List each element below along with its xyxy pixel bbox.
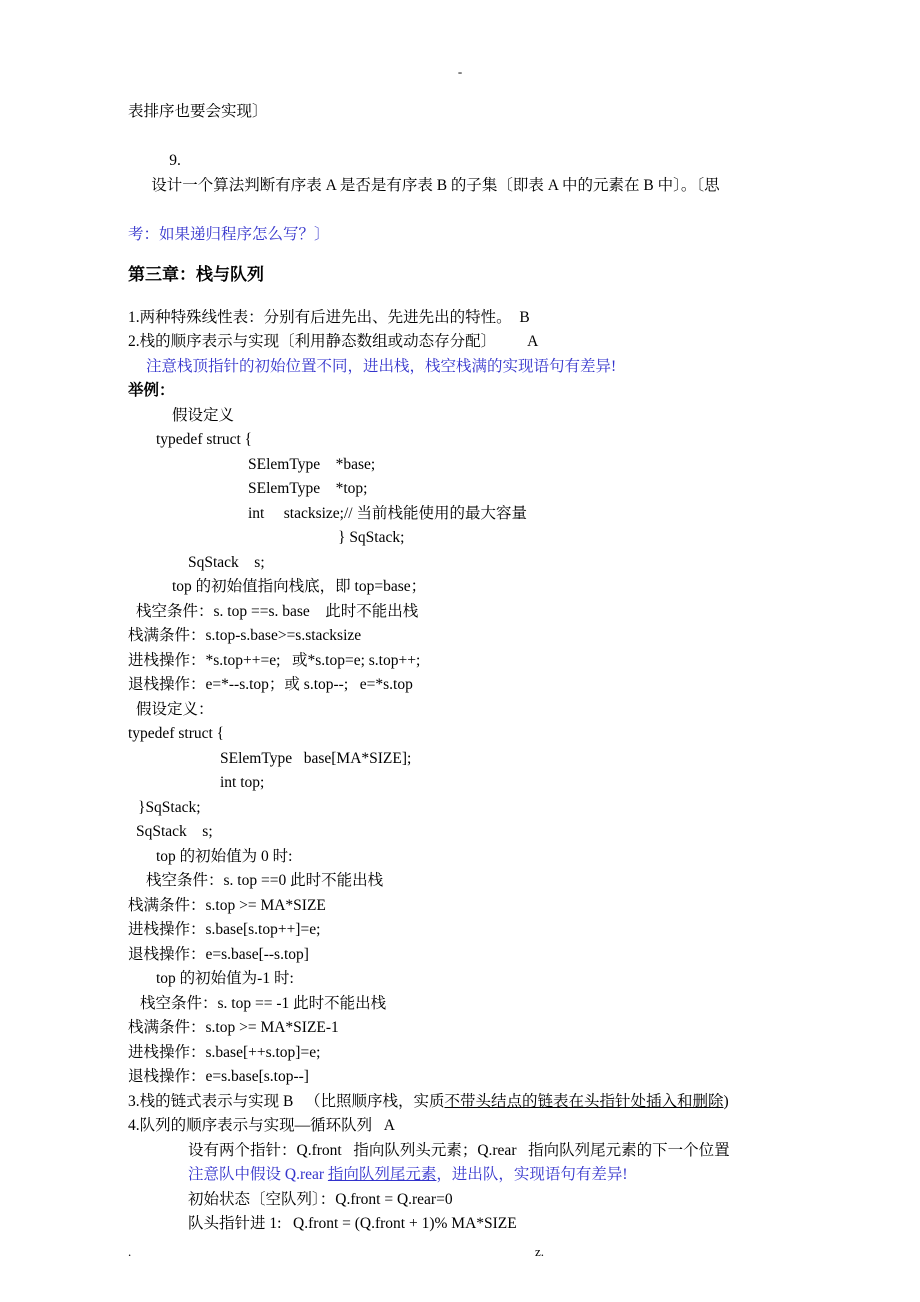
body-line-28: 栈空条件：s. top == -1 此时不能出栈 <box>140 994 387 1012</box>
body-line-2: 注意栈顶指针的初始位置不同，进出栈，栈空栈满的实现语句有差异! <box>146 357 617 375</box>
item-4-sub-3: 初始状态〔空队列〕：Q.front = Q.rear=0 <box>188 1190 453 1208</box>
question-9-text: 设计一个算法判断有序表 A 是否是有序表 B 的子集〔即表 A 中的元素在 B 中〕。〔思 <box>151 176 720 194</box>
body-line-5: typedef struct { <box>156 431 253 448</box>
item-4-sub-2-a: 注意队中假设 Q.rear <box>188 1166 328 1183</box>
body-line-20: }SqStack; <box>138 798 201 816</box>
footer-left-mark: . <box>128 1244 132 1259</box>
body-line-9: } SqStack; <box>338 529 405 546</box>
body-line-23: 栈空条件：s. top ==0 此时不能出栈 <box>146 872 384 889</box>
body-line-7: SElemType *top; <box>248 480 368 497</box>
body-line-4: 假设定义 <box>172 406 235 424</box>
body-line-25: 进栈操作：s.base[s.top++]=e; <box>128 921 321 938</box>
body-line-30: 进栈操作：s.base[++s.top]=e; <box>128 1043 321 1061</box>
body-line-14: 进栈操作：*s.top++=e; 或*s.top=e; s.top++; <box>128 651 421 669</box>
question-9 <box>128 125 796 223</box>
item-3-suffix: ) <box>723 1092 729 1110</box>
document-content <box>128 100 796 1237</box>
body-line-8: int stacksize;// 当前栈能使用的最大容量 <box>248 504 527 522</box>
body-line-15: 退栈操作：e=*--s.top；或 s.top--; e=*s.top <box>128 676 413 693</box>
item-3 <box>128 1090 796 1115</box>
question-9-note: 考：如果递归程序怎么写？〕 <box>128 225 330 243</box>
body-line-13: 栈满条件：s.top-s.base>=s.stacksize <box>128 627 362 644</box>
spacer <box>128 298 796 306</box>
body-line-16: 假设定义： <box>136 700 214 718</box>
body-line-17: typedef struct { <box>128 725 225 742</box>
body-line-19: int top; <box>220 774 265 791</box>
footer-right-mark: z. <box>535 1244 545 1259</box>
item-4-sub-4: 队头指针进 1: Q.front = (Q.front + 1)% MA*SIZE <box>188 1215 517 1232</box>
body-line-12: 栈空条件：s. top ==s. base 此时不能出栈 <box>136 602 419 620</box>
body-line-29: 栈满条件：s.top >= MA*SIZE-1 <box>128 1019 339 1036</box>
item-3-underlined: 不带头结点的链表在头指针处插入和删除 <box>444 1092 724 1110</box>
pre-line-1: 表排序也要会实现〕 <box>128 103 268 120</box>
body-line-24: 栈满条件：s.top >= MA*SIZE <box>128 896 326 914</box>
question-9-number: 9. <box>169 152 181 169</box>
body-line-11: top 的初始值指向栈底，即 top=base； <box>172 578 427 595</box>
body-line-31: 退栈操作：e=s.base[s.top--] <box>128 1068 309 1085</box>
body-line-10: SqStack s; <box>188 553 265 571</box>
page-header-mark: - <box>457 64 463 79</box>
item-4-sub-1: 设有两个指针：Q.front 指向队列头元素；Q.rear 指向队列尾元素的下一个位置 <box>188 1141 730 1159</box>
body-line-26: 退栈操作：e=s.base[--s.top] <box>128 945 309 963</box>
body-line-22: top 的初始值为 0 时: <box>156 847 293 865</box>
body-line-21: SqStack s; <box>136 823 213 840</box>
item-4: 4.队列的顺序表示与实现—循环队列 A <box>128 1117 395 1134</box>
item-4-sub-2-underlined: 指向队列尾元素 <box>327 1166 437 1183</box>
body-line-0: 1.两种特殊线性表：分别有后进先出、先进先出的特性。 B <box>128 308 530 326</box>
body-line-18: SElemType base[MA*SIZE]; <box>220 749 412 767</box>
body-line-6: SElemType *base; <box>248 455 376 473</box>
item-4-sub-2-b: ，进出队，实现语句有差异! <box>436 1166 628 1183</box>
item-3-prefix: 3.栈的链式表示与实现 B （比照顺序栈，实质 <box>128 1092 445 1110</box>
chapter-title: 第三章：栈与队列 <box>128 265 264 284</box>
body-line-1: 2.栈的顺序表示与实现〔利用静态数组或动态存分配〕 A <box>128 333 539 350</box>
body-line-27: top 的初始值为-1 时: <box>156 970 294 987</box>
body-line-3: 举例： <box>128 382 175 399</box>
item-4-sub-2 <box>128 1163 796 1188</box>
